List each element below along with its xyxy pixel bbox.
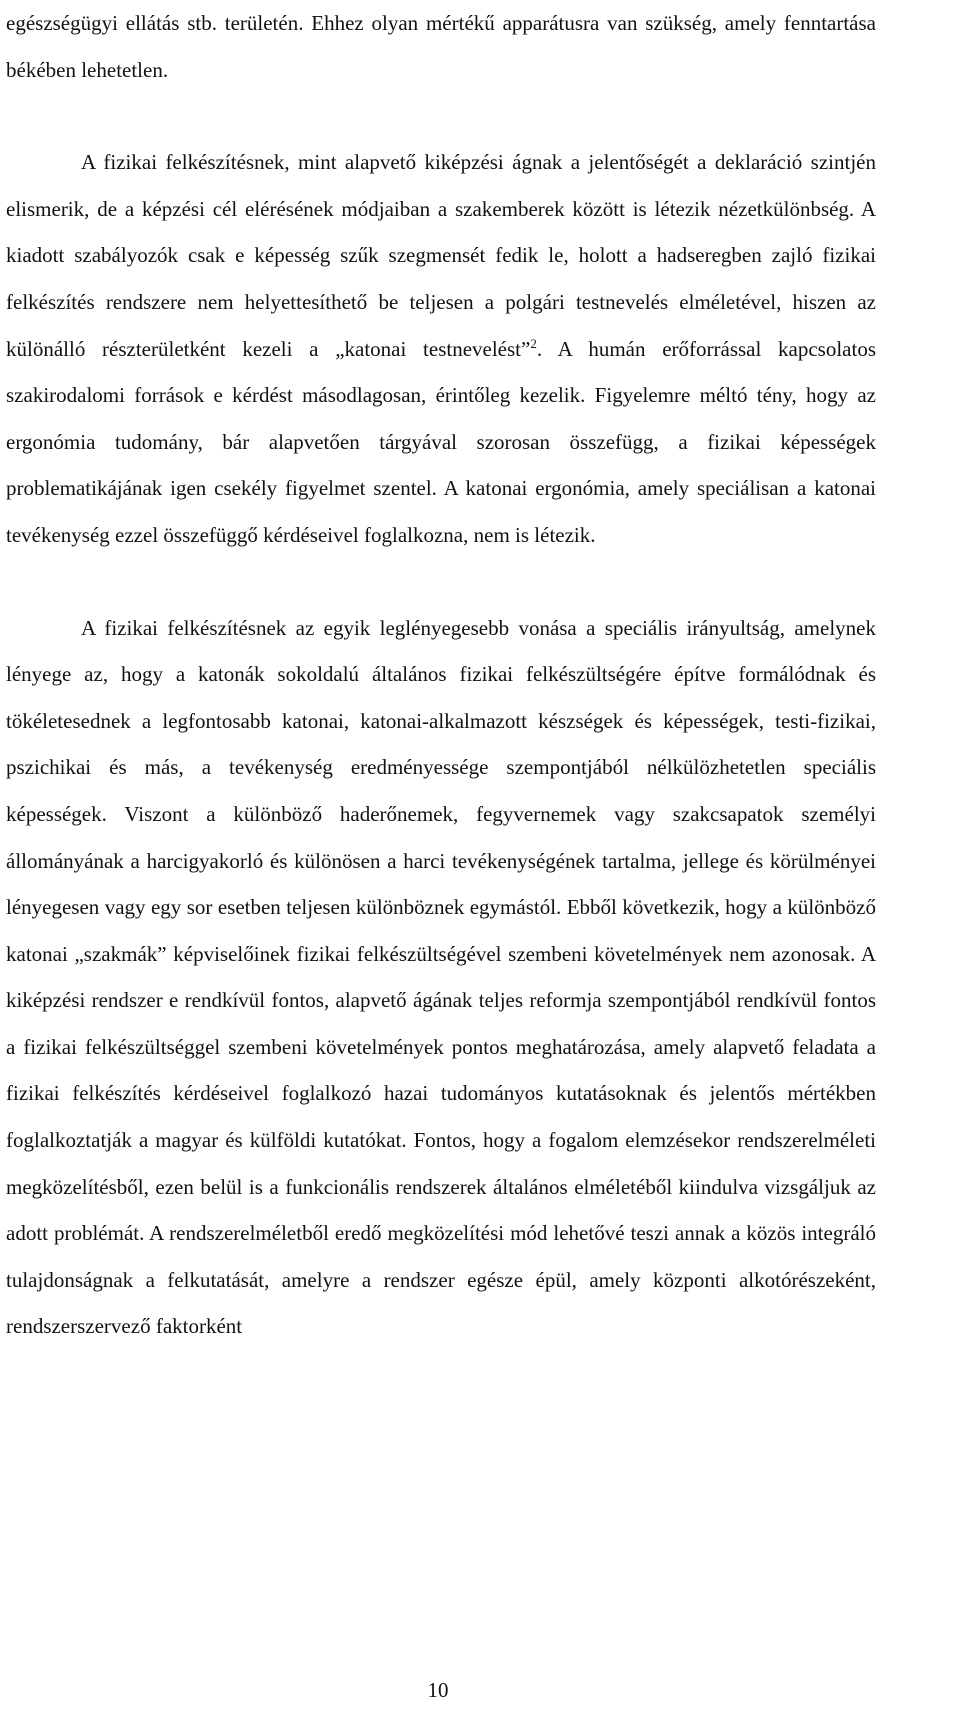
paragraph-continuation: egészségügyi ellátás stb. területén. Ehhez olyan mértékű apparátusra van szükség, amely fenntartása békében lehetetlen.: [6, 11, 876, 82]
paragraph-text-continued: . A humán erőforrással kapcsolatos szakirodalomi források e kérdést másodlagosan, érintőleg kezelik. Figyelemre méltó tény, hogy az ergonómia tudomány, bár alapvetően tárgyával szorosan összefügg, a fizikai képességek problematikájának igen csekély figyelmet szentel. A katonai ergonómia, amely speciálisan a katonai tevékenység ezzel összefüggő kérdéseivel foglalkozna, nem is létezik.: [6, 336, 876, 547]
paragraph-spacer: [6, 559, 876, 605]
document-body: [6, 0, 876, 1350]
paragraph-text: A fizikai felkészítésnek, mint alapvető kiképzési ágnak a jelentőségét a deklaráció szintjén elismerik, de a képzési cél elérésének módjaiban a szakemberek között is létezik nézetkülönbség. A kiadott szabályozók csak e képesség szűk szegmensét fedik le, holott a hadseregben zajló fizikai felkészítés rendszere nem helyettesíthető be teljesen a polgári testnevelés elméletével, hiszen az különálló részterületként kezeli a „katonai testnevelést”: [6, 150, 876, 361]
footnote-marker: 2: [530, 335, 537, 351]
paragraph-physical-training-importance: [6, 139, 876, 558]
paragraph-special-orientation: A fizikai felkészítésnek az egyik leglényegesebb vonása a speciális irányultság, amelynek lényege az, hogy a katonák sokoldalú általános fizikai felkészültségére építve formálódnak és tökéletesednek a legfontosabb katonai, katonai-alkalmazott készségek és képességek, testi-fizikai, pszichikai és más, a tevékenység eredményessége szempontjából nélkülözhetetlen speciális képességek. Viszont a különböző haderőnemek, fegyvernemek vagy szakcsapatok személyi állományának a harcigyakorló és különösen a harci tevékenységének tartalma, jellege és körülményei lényegesen vagy egy sor esetben teljesen különböznek egymástól. Ebből következik, hogy a különböző katonai „szakmák” képviselőinek fizikai felkészültségével szembeni követelmények nem azonosak. A kiképzési rendszer e rendkívül fontos, alapvető ágának teljes reformja szempontjából rendkívül fontos a fizikai felkészültséggel szembeni követelmények pontos meghatározása, amely alapvető feladata a fizikai felkészítés kérdéseivel foglalkozó hazai tudományos kutatásoknak és jelentős mértékben foglalkoztatják a magyar és külföldi kutatókat. Fontos, hogy a fogalom elemzésekor rendszerelméleti megközelítésből, ezen belül is a funkcionális rendszerek általános elméletéből kiindulva vizsgáljuk az adott problémát. A rendszerelméletből eredő megközelítési mód lehetővé teszi annak a közös integráló tulajdonságnak a felkutatását, amelyre a rendszer egésze épül, amely központi alkotórészeként, rendszerszervező faktorként: [6, 615, 876, 1339]
paragraph-spacer: [6, 93, 876, 139]
page-number: 10: [427, 1678, 449, 1702]
